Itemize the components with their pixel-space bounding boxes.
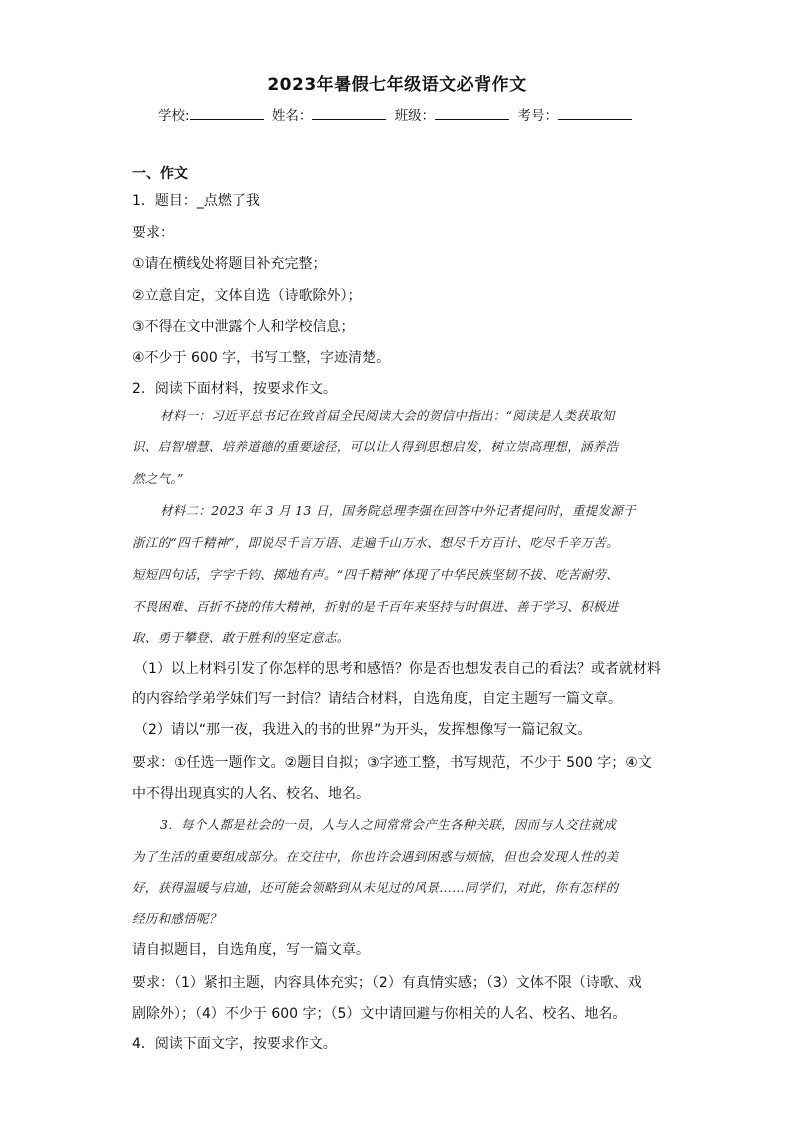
name-blank [312,106,386,120]
school-blank [190,106,264,120]
q2-material-1-line: 然之气。” [132,471,184,486]
class-field [395,104,514,124]
q3-requirements-line: 要求：（1）紧扣主题，内容具体充实；（2）有真情实感；（3）文体不限（诗歌、戏 [132,975,642,991]
q2-material-1-line: 识、启智增慧、培养道德的重要途径，可以让人得到思想启发，树立崇高理想，涵养浩 [132,439,619,454]
exam-number-label: 考号： [517,108,558,124]
q2-option-1-line: （1）以上材料引发了你怎样的思考和感悟？你是否也想发表自己的看法？或者就材料 [134,661,661,677]
student-info-row [0,104,794,124]
q3-prompt-line: 3．每个人都是社会的一员，人与人之间常常会产生各种关联，因而与人交往就成 [160,817,617,832]
q2-material-1-line: 材料一：习近平总书记在致首届全民阅读大会的贺信中指出：“阅读是人类获取知 [160,408,615,423]
school-label: 学校: [158,108,190,124]
class-label: 班级： [394,108,436,124]
q1-prompt: 1．题目：_点燃了我 [132,193,260,209]
school-field [158,104,268,124]
name-label: 姓名： [271,108,313,124]
q2-prompt: 2．阅读下面材料，按要求作文。 [132,381,337,397]
q2-material-2-line: 材料二：2023 年 3 月 13 日，国务院总理李强在回答中外记者提问时，重提发源于 [160,503,636,518]
exam-number-field [517,104,636,124]
q4-prompt: 4．阅读下面文字，按要求作文。 [132,1036,337,1052]
q3-instruction: 请自拟题目，自选角度，写一篇文章。 [132,942,370,958]
q2-material-2-line: 浙江的“四千精神”，即说尽千言万语、走遍千山万水、想尽千方百计、吃尽千辛万苦。 [132,535,619,550]
q2-option-1-line: 的内容给学弟学妹们写一封信？请结合材料，自选角度，自定主题写一篇文章。 [132,691,622,707]
q1-requirement-3: ③不得在文中泄露个人和学校信息； [132,319,355,335]
q2-requirements-line: 要求：①任选一题作文。②题目自拟；③字迹工整，书写规范，不少于 500 字；④文 [132,755,652,771]
q1-requirement-4: ④不少于 600 字，书写工整，字迹清楚。 [132,350,391,366]
q1-requirement-1: ①请在横线处将题目补充完整； [132,256,327,272]
q1-requirement-2: ②立意自定，文体自选（诗歌除外）； [132,288,362,304]
q3-prompt-line: 为了生活的重要组成部分。在交往中，你也许会遇到困惑与烦恼，但也会发现人性的美 [132,849,619,864]
exam-number-blank [558,106,632,120]
q3-requirements-line: 剧除外）；（4）不少于 600 字；（5）文中请回避与你相关的人名、校名、地名。 [132,1006,627,1022]
q3-prompt-line: 经历和感悟呢？ [132,911,222,926]
name-field [272,104,391,124]
q1-requirements-label: 要求： [132,225,174,241]
q2-material-2-line: 短短四句话，字字千钧、掷地有声。“四千精神”体现了中华民族坚韧不拔、吃苦耐劳、 [132,567,619,582]
q2-material-2-line: 不畏困难、百折不挠的伟大精神，折射的是千百年来坚持与时俱进、善于学习、积极进 [132,599,619,614]
q2-option-2: （2）请以“那一夜，我进入的书的世界”为开头，发挥想像写一篇记叙文。 [134,722,592,738]
class-blank [435,106,509,120]
q2-requirements-line: 中不得出现真实的人名、校名、地名。 [132,786,370,802]
section-heading: 一、作文 [132,166,188,182]
q2-material-2-line: 取、勇于攀登、敢于胜利的坚定意志。 [132,630,350,645]
q3-prompt-line: 好，获得温暖与启迪，还可能会领略到从未见过的风景……同学们，对此，你有怎样的 [132,880,619,895]
page-title: 2023年暑假七年级语文必背作文 [267,75,527,95]
